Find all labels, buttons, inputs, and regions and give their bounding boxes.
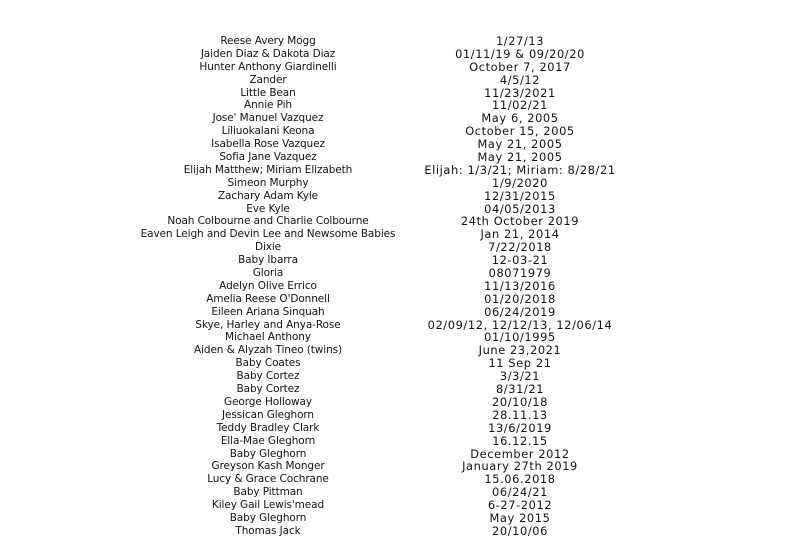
date-entry: October 7, 2017 [469, 59, 571, 74]
name-entry: Eaven Leigh and Devin Lee and Newsome Babies [140, 228, 396, 241]
name-entry: Liliuokalani Keona [221, 125, 315, 138]
name-entry: Baby Coates [235, 357, 301, 370]
name-entry: Simeon Murphy [227, 176, 309, 189]
name-entry: Noah Colbourne and Charlie Colbourne [167, 215, 369, 228]
date-entry: Elijah: 1/3/21; Miriam: 8/28/21 [424, 162, 616, 177]
date-entry: 11 Sep 21 [488, 356, 552, 371]
name-entry: Baby Cortez [236, 370, 300, 383]
name-entry: Adelyn Olive Errico [219, 279, 317, 292]
name-entry: Eileen Ariana Sinquah [211, 305, 325, 318]
name-entry: Little Bean [240, 86, 296, 99]
name-entry: Baby Gleghorn [229, 447, 307, 460]
name-entry: Annie Pih [244, 99, 292, 112]
name-entry: Baby Pittman [233, 486, 303, 499]
date-entry: 1/27/13 [495, 34, 545, 48]
date-entry: May 2015 [489, 510, 551, 525]
name-entry: Elijah Matthew; Miriam Elizabeth [183, 163, 353, 176]
name-entry: Dixie [254, 241, 282, 254]
date-entry: 01/11/19 & 09/20/20 [455, 46, 585, 61]
date-entry: 4/5/12 [499, 72, 541, 87]
name-entry: Jessican Gleghorn [222, 408, 314, 421]
date-entry: 04/05/2013 [484, 201, 556, 216]
name-entry: Kiley Gail Lewis'mead [211, 499, 325, 512]
date-entry: 20/10/06 [492, 523, 548, 538]
date-entry: 01/10/1995 [484, 330, 556, 345]
date-entry: 6-27-2012 [487, 498, 553, 513]
date-entry: December 2012 [470, 446, 570, 461]
date-entry: 1/9/2020 [492, 175, 548, 190]
date-entry: 12-03-21 [491, 253, 549, 268]
date-entry: 24th October 2019 [460, 214, 580, 229]
date-entry: 01/20/2018 [484, 291, 556, 306]
date-entry: May 6, 2005 [481, 111, 559, 126]
date-entry: 11/02/21 [492, 98, 548, 113]
name-entry: George Holloway [224, 395, 312, 408]
name-entry: Zachary Adam Kyle [217, 189, 319, 202]
name-entry: Gloria [252, 267, 284, 280]
date-entry: 06/24/2019 [484, 304, 556, 319]
name-entry: Baby Ibarra [238, 254, 298, 267]
date-entry: 13/6/2019 [488, 420, 552, 435]
name-entry: Baby Cortez [236, 383, 300, 396]
name-entry: Zander [249, 73, 287, 86]
date-entry: 20/10/18 [492, 394, 548, 409]
date-entry: 12/31/2015 [484, 188, 556, 203]
name-entry: Skye, Harley and Anya-Rose [195, 318, 341, 331]
name-entry: Sofia Jane Vazquez [219, 151, 317, 164]
name-entry: Baby Gleghorn [229, 511, 307, 524]
dates-column [404, 35, 636, 538]
name-entry: Ella-Mae Gleghorn [220, 434, 316, 447]
name-entry: Jaiden Diaz & Dakota Diaz [200, 47, 336, 60]
date-entry: 11/13/2016 [484, 278, 556, 293]
name-entry: Aiden & Alyzah Tineo (twins) [193, 344, 343, 357]
date-entry: 8/31/21 [495, 382, 545, 397]
names-column [128, 35, 408, 538]
date-entry: Jan 21, 2014 [480, 227, 560, 242]
name-entry: Isabella Rose Vazquez [211, 138, 325, 151]
name-entry: Teddy Bradley Clark [216, 421, 320, 434]
date-entry: 16.12.15 [492, 433, 548, 448]
name-entry: Lucy & Grace Cochrane [207, 473, 329, 486]
date-entry: June 23,2021 [478, 343, 562, 358]
date-entry: October 15, 2005 [465, 124, 575, 139]
date-entry: 3/3/21 [499, 369, 541, 384]
date-entry: 28.11.13 [492, 407, 548, 422]
date-entry: 11/23/2021 [484, 85, 556, 100]
name-entry: Eve Kyle [246, 202, 290, 215]
date-entry: May 21, 2005 [477, 150, 563, 165]
date-entry: May 21, 2005 [477, 137, 563, 152]
name-entry: Amelia Reese O'Donnell [206, 292, 330, 305]
name-entry: Jose' Manuel Vazquez [212, 112, 324, 125]
date-entry: 08071979 [488, 266, 552, 281]
date-entry: 06/24/21 [492, 485, 548, 500]
date-entry: 15.06.2018 [484, 472, 556, 487]
name-entry: Reese Avery Mogg [220, 35, 316, 47]
name-entry: Thomas Jack [235, 524, 301, 537]
name-entry: Hunter Anthony Giardinelli [199, 60, 337, 73]
name-entry: Michael Anthony [225, 331, 311, 344]
date-entry: 02/09/12, 12/12/13, 12/06/14 [427, 317, 613, 332]
name-entry: Greyson Kash Monger [211, 460, 325, 473]
date-entry: January 27th 2019 [462, 459, 578, 474]
date-entry: 7/22/2018 [488, 240, 552, 255]
